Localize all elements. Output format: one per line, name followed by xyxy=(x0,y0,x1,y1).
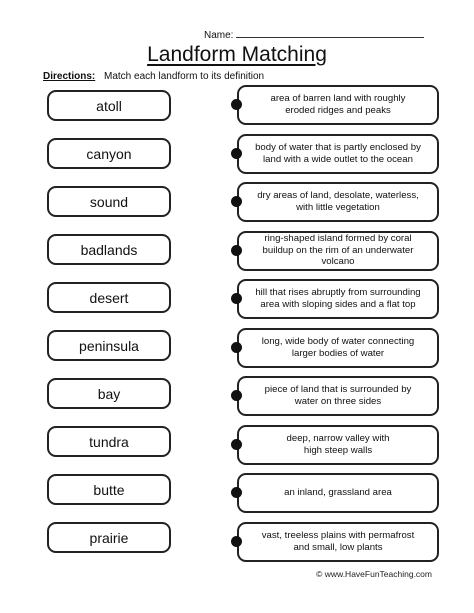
directions-text: Match each landform to its definition xyxy=(104,71,265,82)
term-box-sound: sound xyxy=(47,186,171,217)
definition-item xyxy=(231,522,441,562)
name-field-line xyxy=(204,28,424,41)
term-box-butte: butte xyxy=(47,474,171,505)
definition-box: hill that rises abruptly from surrounding area with sloping sides and a flat top xyxy=(237,279,439,319)
term-box-badlands: badlands xyxy=(47,234,171,265)
match-dot[interactable] xyxy=(231,148,242,159)
match-dot[interactable] xyxy=(231,487,242,498)
directions-label: Directions: xyxy=(43,71,96,82)
definition-box: vast, treeless plains with permafrost and small, low plants xyxy=(237,522,439,562)
definition-box: body of water that is partly enclosed by land with a wide outlet to the ocean xyxy=(237,134,439,174)
definition-item xyxy=(231,134,441,174)
term-box-atoll: atoll xyxy=(47,90,171,121)
definition-box: deep, narrow valley with high steep walls xyxy=(237,425,439,465)
definition-item xyxy=(231,473,441,513)
term-box-canyon: canyon xyxy=(47,138,171,169)
definition-item xyxy=(231,376,441,416)
term-box-peninsula: peninsula xyxy=(47,330,171,361)
match-dot[interactable] xyxy=(231,245,242,256)
term-box-prairie: prairie xyxy=(47,522,171,553)
definition-item xyxy=(231,279,441,319)
copyright-footer: © www.HaveFunTeaching.com xyxy=(316,569,432,579)
term-box-tundra: tundra xyxy=(47,426,171,457)
definition-item xyxy=(231,328,441,368)
name-blank[interactable] xyxy=(236,28,424,38)
definition-item xyxy=(231,85,441,125)
definition-box: dry areas of land, desolate, waterless, with little vegetation xyxy=(237,182,439,222)
match-dot[interactable] xyxy=(231,342,242,353)
definition-item xyxy=(231,231,441,271)
directions xyxy=(43,71,264,82)
definition-item xyxy=(231,182,441,222)
definition-box: ring-shaped island formed by coral buildup on the rim of an underwater volcano xyxy=(237,231,439,271)
definition-box: piece of land that is surrounded by water on three sides xyxy=(237,376,439,416)
term-box-bay: bay xyxy=(47,378,171,409)
match-dot[interactable] xyxy=(231,390,242,401)
match-dot[interactable] xyxy=(231,536,242,547)
name-label: Name: xyxy=(204,30,234,41)
match-dot[interactable] xyxy=(231,439,242,450)
definition-item xyxy=(231,425,441,465)
definition-box: an inland, grassland area xyxy=(237,473,439,513)
match-dot[interactable] xyxy=(231,99,242,110)
match-dot[interactable] xyxy=(231,196,242,207)
definition-box: area of barren land with roughly eroded ridges and peaks xyxy=(237,85,439,125)
definition-box: long, wide body of water connecting larger bodies of water xyxy=(237,328,439,368)
definition-list xyxy=(231,85,441,562)
term-box-desert: desert xyxy=(47,282,171,313)
worksheet-title: Landform Matching xyxy=(147,43,327,66)
landform-term-list xyxy=(47,90,171,553)
match-dot[interactable] xyxy=(231,293,242,304)
